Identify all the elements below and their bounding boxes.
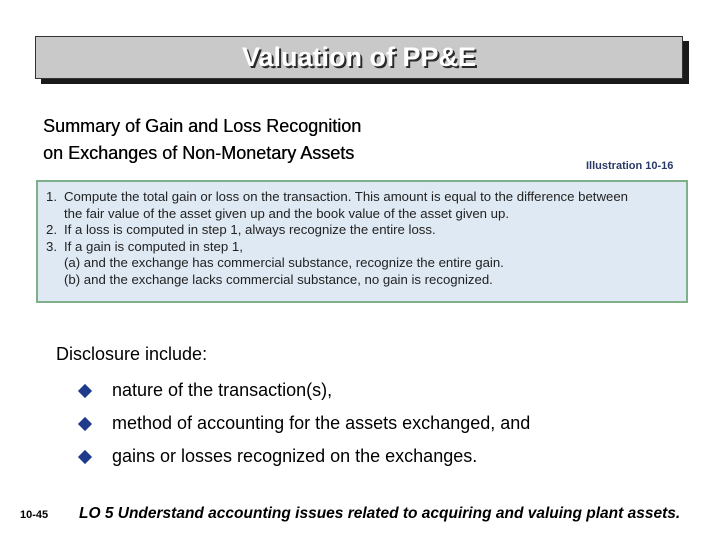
summary-item-1 — [46, 189, 680, 222]
diamond-bullet-icon — [78, 416, 92, 430]
item-line: If a gain is computed in step 1, — [64, 238, 243, 254]
item-number: 3. — [46, 238, 57, 254]
diamond-bullet-icon — [78, 449, 92, 463]
summary-item-2 — [46, 222, 680, 239]
bullet-text: gains or losses recognized on the exchanges. — [112, 446, 478, 466]
item-text — [64, 239, 504, 289]
item-line: the fair value of the asset given up and the book value of the asset given up. — [64, 205, 510, 221]
learning-objective: LO 5 Understand accounting issues related to acquiring and valuing plant assets. — [79, 505, 681, 522]
illustration-label: Illustration 10-16 — [586, 160, 674, 172]
bullet-text: method of accounting for the assets exchanged, and — [112, 413, 531, 433]
item-number: 1. — [46, 189, 57, 204]
slide-title: Valuation of PP&E — [241, 42, 477, 72]
subtitle-line-1: Summary of Gain and Loss Recognition — [43, 116, 362, 136]
diamond-bullet-icon — [78, 383, 92, 397]
slide-number: 10-45 — [20, 509, 49, 521]
item-line: If a loss is computed in step 1, always recognize the entire loss. — [64, 222, 436, 238]
list-item — [77, 407, 530, 440]
item-sub-b: (b) and the exchange lacks commercial substance, no gain is recognized. — [64, 271, 493, 287]
summary-list — [46, 189, 680, 289]
list-item — [77, 440, 530, 473]
item-line: Compute the total gain or loss on the transaction. This amount is equal to the difference between — [64, 189, 628, 204]
item-number: 2. — [46, 222, 57, 238]
bullet-text: nature of the transaction(s), — [112, 380, 333, 400]
subtitle-line-2: on Exchanges of Non-Monetary Assets — [43, 143, 355, 163]
subtitle — [43, 113, 361, 167]
item-text — [64, 189, 628, 222]
item-sub-a: (a) and the exchange has commercial substance, recognize the entire gain. — [64, 255, 504, 271]
title-banner — [35, 36, 683, 79]
summary-item-3 — [46, 239, 680, 289]
list-item — [77, 374, 530, 407]
summary-box — [36, 180, 688, 303]
disclosure-list — [77, 374, 530, 473]
disclosure-heading: Disclosure include: — [56, 344, 208, 364]
